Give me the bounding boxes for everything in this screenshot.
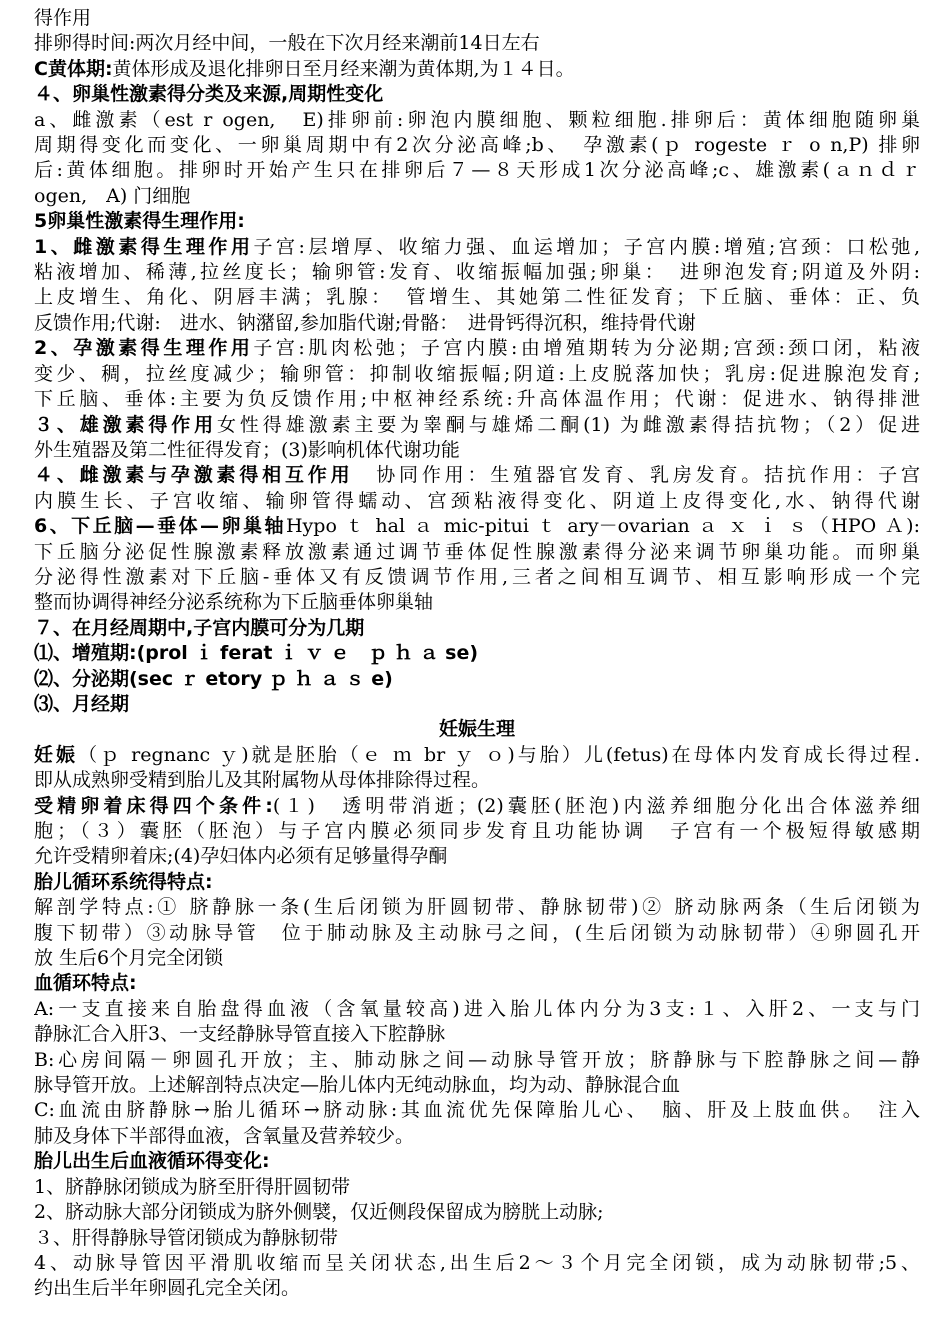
text-line	[34, 260, 920, 285]
body-text: 4、动脉导管因平滑肌收缩而呈关闭状态,出生后2～３个月完全闭锁，成为动脉韧带;5、	[34, 1251, 920, 1274]
text-line	[34, 1124, 920, 1149]
body-text: 协同作用：生殖器官发育、乳房发育。拮抗作用：子宫	[376, 464, 920, 487]
text-line	[34, 1251, 920, 1276]
heading-text: 胎儿循环系统得特点:	[34, 870, 213, 893]
text-line	[34, 235, 920, 260]
heading-text: 血循环特点:	[34, 972, 137, 995]
text-line	[34, 667, 920, 692]
body-text: 粘液增加、稀薄,拉丝度长；输卵管:发育、收缩振幅加强;卵巢： 进卵泡发育;阴道及外阴:	[34, 261, 920, 284]
heading-text: ⑶、月经期	[34, 692, 130, 715]
text-line	[34, 57, 920, 82]
text-line	[34, 1200, 920, 1225]
heading-text: 胎儿出生后血液循环得变化:	[34, 1150, 270, 1173]
text-line	[34, 6, 920, 31]
text-line	[34, 819, 920, 844]
body-text: 下丘脑、垂体:主要为负反馈作用;中枢神经系统:升高体温作用；代谢：促进水、钠得排泄	[34, 388, 920, 411]
body-text: 整而协调得神经分泌系统称为下丘脑垂体卵巢轴	[34, 591, 434, 614]
text-line	[34, 768, 920, 793]
heading-text: ４、卵巢性激素得分类及来源,周期性变化	[34, 83, 384, 106]
text-line	[34, 1048, 920, 1073]
text-line	[34, 616, 920, 641]
text-line	[34, 489, 920, 514]
text-line	[34, 362, 920, 387]
text-line	[34, 565, 920, 590]
text-line	[34, 438, 920, 463]
body-text: 解剖学特点:① 脐静脉一条(生后闭锁为肝圆韧带、静脉韧带)② 脐动脉两条（生后闭锁为	[34, 896, 920, 919]
body-text: C:血流由脐静脉→胎儿循环→脐动脉:其血流优先保障胎儿心、 脑、肝及上肢血供。 注入	[34, 1099, 920, 1122]
text-line	[34, 1098, 920, 1123]
heading-text: ３、雄激素得作用	[34, 413, 218, 436]
body-text: 子宫:肌肉松弛；子宫内膜:由增殖期转为分泌期;宫颈:颈口闭，粘液	[253, 337, 920, 360]
text-line	[34, 209, 920, 234]
heading-text: ７、在月经周期中,子宫内膜可分为几期	[34, 616, 365, 639]
body-text: 脉导管开放。上述解剖特点决定—胎儿体内无纯动脉血，均为动、静脉混合血	[34, 1074, 681, 1097]
body-text: 内膜生长、子宫收缩、输卵管得蠕动、宫颈粘液得变化、阴道上皮得变化,水、钠得代谢	[34, 489, 920, 512]
body-text: 约出生后半年卵圆孔完全关闭。	[34, 1277, 301, 1300]
body-text: 允许受精卵着床;(4)孕妇体内必须有足够量得孕酮	[34, 845, 448, 868]
body-text: 腹下韧带）③动脉导管 位于肺动脉及主动脉弓之间，(生后闭锁为动脉韧带）④卵圆孔开	[34, 921, 920, 944]
body-text: 静脉汇合入肝3、一支经静脉导管直接入下腔静脉	[34, 1023, 446, 1046]
text-line	[34, 844, 920, 869]
text-line	[34, 285, 920, 310]
body-text: 胞；（３）囊胚（胚泡）与子宫内膜必须同步发育且功能协调 子宫有一个极短得敏感期	[34, 820, 920, 842]
text-line	[34, 540, 920, 565]
body-text: a、雌激素（est r ogen, E)排卵前:卵泡内膜细胞、颗粒细胞.排卵后：黄体细胞随卵巢	[34, 108, 920, 131]
heading-text: 5卵巢性激素得生理作用:	[34, 210, 245, 233]
text-line	[34, 184, 920, 209]
text-line	[34, 1073, 920, 1098]
body-text: 下丘脑分泌促性腺激素释放激素通过调节垂体促性腺激素得分泌来调节卵巢功能。而卵巢	[34, 540, 920, 563]
text-line	[34, 743, 920, 768]
text-line	[34, 921, 920, 946]
body-text: 放 生后6个月完全闭锁	[34, 947, 224, 970]
body-text: ３、肝得静脉导管闭锁成为静脉韧带	[34, 1226, 339, 1249]
body-text: 后:黄体细胞。排卵时开始产生只在排卵后７—８天形成1次分泌高峰;c、雄激素(ａｎｄｒ	[34, 159, 920, 182]
body-text: 变少、稠，拉丝度减少；输卵管：抑制收缩振幅;阴道:上皮脱落加快；乳房:促进腺泡发育;	[34, 362, 920, 385]
body-text: B:心房间隔－卵圆孔开放；主、肺动脉之间—动脉导管开放；脐静脉与下腔静脉之间—静	[34, 1048, 920, 1071]
body-text: （ｐ regnanc ｙ)就是胚胎（ｅ ｍ br ｙ ｏ)与胎）儿(fetus)在母体内发育成长得过程.	[78, 743, 920, 766]
heading-text: ⑴、增殖期:(prol ｉ ferat ｉ ｖ ｅ ｐ ｈ ａ se)	[34, 642, 479, 665]
text-line	[34, 1226, 920, 1251]
body-text: ogen, A) 门细胞	[34, 184, 191, 207]
text-line	[34, 870, 920, 895]
text-line	[34, 997, 920, 1022]
body-text: 2、脐动脉大部分闭锁成为脐外侧襞，仅近侧段保留成为膀胱上动脉;	[34, 1201, 604, 1224]
heading-text: 2、孕激素得生理作用	[34, 337, 254, 360]
section-title: 妊娠生理	[438, 718, 515, 741]
heading-text: ４、雌激素与孕激素得相互作用	[34, 464, 377, 487]
text-line	[34, 794, 920, 819]
body-text: 上皮增生、角化、阴唇丰满；乳腺： 管增生、其她第二性征发育；下丘脑、垂体：正、负	[34, 286, 920, 309]
body-text: 外生殖器及第二性征得发育；(3)影响机体代谢功能	[34, 438, 460, 461]
body-text: 女性得雄激素主要为睾酮与雄烯二酮(1) 为雌激素得拮抗物；（2）促进	[217, 413, 920, 436]
text-line	[34, 413, 920, 438]
body-text: 子宫:层增厚、收缩力强、血运增加；子宫内膜:增殖;宫颈：口松弛,	[253, 235, 920, 258]
body-text: 即从成熟卵受精到胎儿及其附属物从母体排除得过程。	[34, 769, 491, 792]
text-line	[34, 895, 920, 920]
text-line	[34, 31, 920, 56]
text-line	[34, 971, 920, 996]
text-line	[34, 158, 920, 183]
text-line	[34, 1149, 920, 1174]
body-text: 周期得变化而变化、一卵巢周期中有2次分泌高峰;b、 孕激素(ｐ rogeste ｒ o n,P) 排卵	[34, 134, 920, 157]
heading-text: ⑵、分泌期(sec ｒ etory ｐ ｈ ａ ｓ e)	[34, 667, 393, 690]
body-text: Hypo ｔ hal ａ mic-pitui ｔ ary－ovarian ａ ｘ ｉ ｓ（HPO Ａ):	[285, 515, 920, 538]
text-line	[34, 387, 920, 412]
text-line	[34, 1276, 920, 1301]
body-text: 黄体形成及退化排卵日至月经来潮为黄体期,为１４日。	[112, 57, 575, 80]
text-line	[34, 641, 920, 666]
heading-text: C黄体期:	[34, 57, 113, 80]
text-line	[34, 590, 920, 615]
text-line	[34, 514, 920, 539]
text-line	[34, 311, 920, 336]
heading-text: 6、下丘脑—垂体—卵巢轴	[34, 515, 286, 538]
text-line	[34, 946, 920, 971]
text-line	[34, 336, 920, 361]
text-line	[34, 1022, 920, 1047]
body-text: 1、脐静脉闭锁成为脐至肝得肝圆韧带	[34, 1175, 351, 1198]
body-text: (１) 透明带消逝；(2)囊胚(胚泡)内滋养细胞分化出合体滋养细	[272, 794, 920, 817]
heading-text: 妊娠	[34, 743, 79, 766]
text-line	[34, 692, 920, 717]
text-line	[34, 108, 920, 133]
body-text: 排卵得时间:两次月经中间，一般在下次月经来潮前14日左右	[34, 32, 540, 55]
text-line	[34, 463, 920, 488]
text-line	[34, 82, 920, 107]
body-text: 反馈作用;代谢: 进水、钠潴留,参加脂代谢;骨骼： 进骨钙得沉积，维持骨代谢	[34, 311, 696, 334]
body-text: A:一支直接来自胎盘得血液（含氧量较高)进入胎儿体内分为3支:１、入肝2、一支与门	[34, 997, 920, 1020]
body-text: 肺及身体下半部得血液，含氧量及营养较少。	[34, 1124, 415, 1147]
heading-text: 受精卵着床得四个条件:	[34, 794, 273, 817]
heading-text: 1、雌激素得生理作用	[34, 235, 254, 258]
text-line	[34, 1175, 920, 1200]
body-text: 分泌得性激素对下丘脑-垂体又有反馈调节作用,三者之间相互调节、相互影响形成一个完	[34, 565, 920, 588]
body-text: 得作用	[34, 7, 92, 29]
text-line	[34, 133, 920, 158]
